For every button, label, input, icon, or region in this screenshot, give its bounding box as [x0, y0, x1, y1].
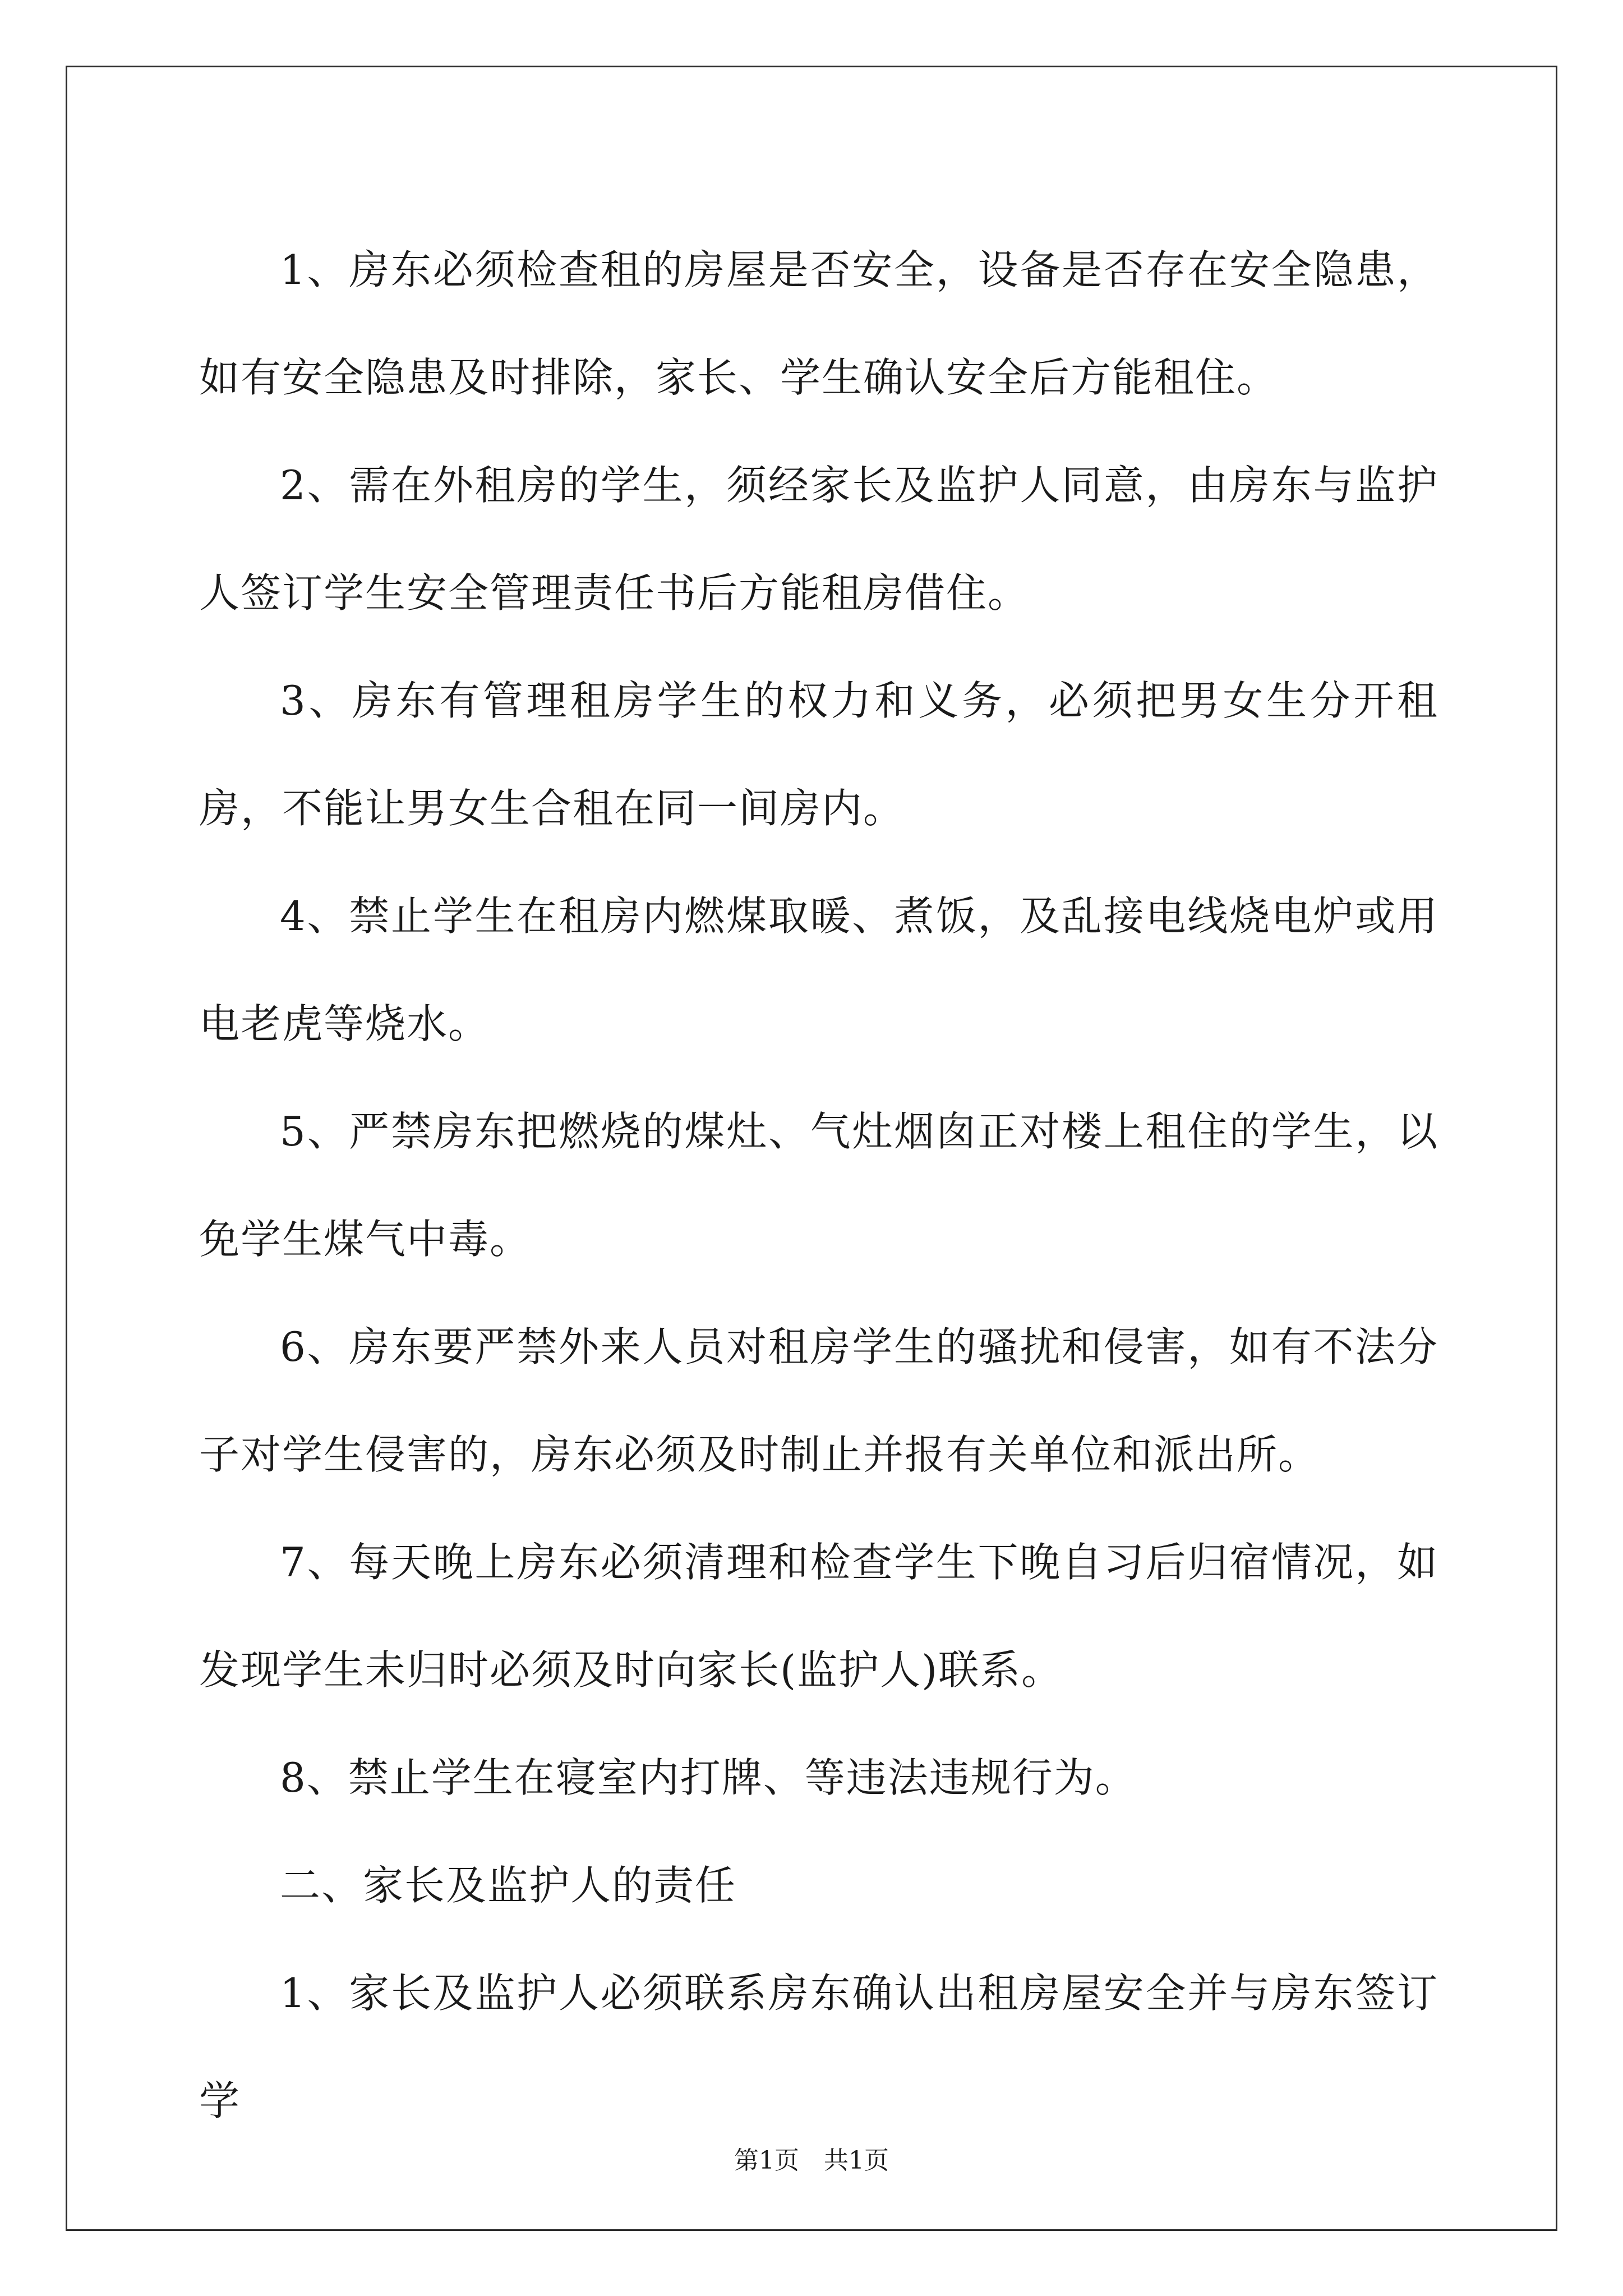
page-number: 第1页: [734, 2146, 799, 2175]
page-total: 共1页: [824, 2146, 889, 2175]
paragraph-3: 3、房东有管理租房学生的权力和义务，必须把男女生分开租房，不能让男女生合租在同一间房内。: [199, 677, 1438, 832]
paragraph-7: 7、每天晚上房东必须清理和检查学生下晚自习后归宿情况，如发现学生未归时必须及时向家长(监护人)联系。: [199, 1539, 1438, 1694]
section-heading: 二、家长及监护人的责任: [280, 1862, 737, 1909]
paragraph-4: 4、禁止学生在租房内燃煤取暖、煮饭，及乱接电线烧电炉或用电老虎等烧水。: [199, 892, 1438, 1047]
paragraph-2: 2、需在外租房的学生，须经家长及监护人同意，由房东与监护人签订学生安全管理责任书后方能租房借住。: [199, 462, 1438, 616]
paragraph-1: 1、房东必须检查租的房屋是否安全，设备是否存在安全隐患，如有安全隐患及时排除，家长、学生确认安全后方能租住。: [199, 246, 1438, 401]
paragraph-6: 6、房东要严禁外来人员对租房学生的骚扰和侵害，如有不法分子对学生侵害的，房东必须及时制止并报有关单位和派出所。: [199, 1323, 1438, 1478]
document-body: [199, 216, 1438, 2155]
paragraph-9: 1、家长及监护人必须联系房东确认出租房屋安全并与房东签订学: [199, 1970, 1438, 2124]
page-footer: [0, 2140, 1623, 2176]
paragraph-8: 8、禁止学生在寝室内打牌、等违法违规行为。: [280, 1754, 1137, 1801]
paragraph-5: 5、严禁房东把燃烧的煤灶、气灶烟囱正对楼上租住的学生，以免学生煤气中毒。: [199, 1108, 1438, 1263]
